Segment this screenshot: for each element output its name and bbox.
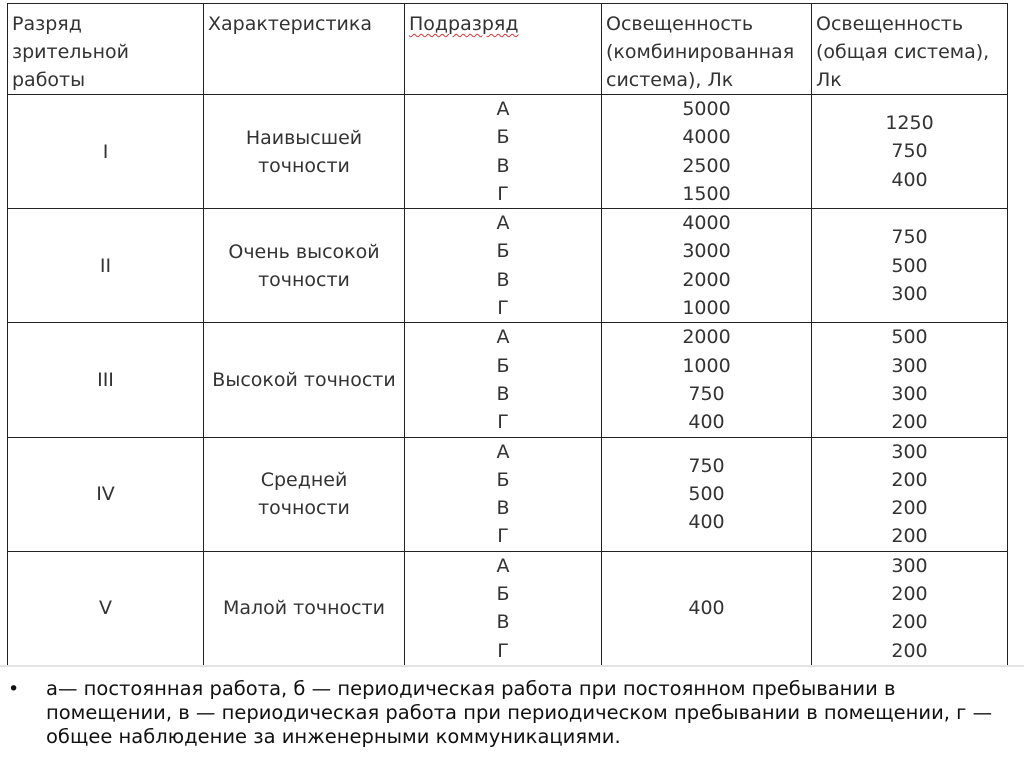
illuminance-value: 1250	[885, 112, 934, 135]
cell-characteristic	[204, 95, 405, 209]
subranks-stack	[405, 323, 601, 436]
illuminance-value: 750	[891, 140, 928, 163]
general-stack	[812, 438, 1007, 551]
cell-general	[812, 95, 1008, 209]
illuminance-value: 300	[891, 554, 928, 577]
illuminance-value: 2000	[682, 268, 731, 291]
subrank-value: Г	[497, 297, 509, 320]
subrank-value: А	[496, 212, 510, 235]
subranks-stack	[405, 552, 601, 665]
illuminance-value: 4000	[682, 212, 731, 235]
header-general-label: Освещенность (общая система), Лк	[816, 13, 990, 91]
header-characteristic: Характеристика	[204, 4, 405, 95]
subrank-value: Б	[496, 468, 510, 491]
table-header-row	[8, 4, 1008, 95]
illuminance-value: 200	[891, 611, 928, 634]
table-row	[8, 95, 1008, 209]
subrank-value: Б	[496, 240, 510, 263]
cell-rank: II	[8, 209, 204, 323]
cell-rank: III	[8, 323, 204, 437]
illuminance-value: 2000	[682, 326, 731, 349]
illuminance-value: 750	[891, 226, 928, 249]
illuminance-value: 200	[891, 525, 928, 548]
cell-subranks	[405, 323, 602, 437]
subrank-value: Г	[497, 182, 509, 205]
characteristic-text: Малой точности	[222, 597, 386, 620]
cell-general	[812, 437, 1008, 551]
characteristic-text: Средней точности	[258, 469, 350, 520]
cell-characteristic	[204, 437, 405, 551]
illumination-table	[7, 3, 1008, 666]
illuminance-value: 400	[891, 168, 928, 191]
header-subrank-label: Подразряд	[409, 13, 519, 35]
footnote-text: а— постоянная работа, б — периодическая работа при постоянном пребывании в помещении, в — периодическая работа при периодическом пребывании в помещении, г — общее наблюдение за инженерными коммуникациями.	[46, 677, 993, 748]
subrank-value: В	[496, 154, 510, 177]
subrank-value: Г	[497, 411, 509, 434]
illuminance-value: 750	[688, 454, 725, 477]
general-stack	[812, 223, 1007, 308]
subranks-stack	[405, 95, 601, 208]
subrank-value: Г	[497, 525, 509, 548]
subrank-value: В	[496, 611, 510, 634]
header-combined-illuminance: Освещенность (комбинированная система), Лк	[602, 4, 812, 95]
cell-combined	[602, 95, 812, 209]
table-row	[8, 209, 1008, 323]
illuminance-value: 200	[891, 497, 928, 520]
cell-rank: IV	[8, 437, 204, 551]
illuminance-value: 300	[891, 354, 928, 377]
combined-stack	[602, 594, 811, 622]
general-stack	[812, 109, 1007, 194]
subrank-value: А	[496, 326, 510, 349]
cell-general	[812, 323, 1008, 437]
header-general-illuminance	[812, 4, 1008, 95]
cell-rank: V	[8, 551, 204, 665]
subrank-value: В	[496, 268, 510, 291]
table-row	[8, 551, 1008, 665]
cell-characteristic	[204, 209, 405, 323]
cell-subranks	[405, 95, 602, 209]
cell-general	[812, 209, 1008, 323]
characteristic-text: Высокой точности	[212, 368, 396, 391]
subranks-stack	[405, 209, 601, 322]
illuminance-value: 300	[891, 382, 928, 405]
subrank-value: Б	[496, 126, 510, 149]
combined-stack	[602, 323, 811, 436]
general-stack	[812, 552, 1007, 665]
cell-subranks	[405, 437, 602, 551]
subranks-stack	[405, 438, 601, 551]
combined-stack	[602, 95, 811, 208]
characteristic-text: Наивысшей точности	[245, 126, 363, 177]
illuminance-value: 400	[688, 511, 725, 534]
cell-general	[812, 551, 1008, 665]
cell-subranks	[405, 551, 602, 665]
subrank-value: Б	[496, 583, 510, 606]
illuminance-value: 400	[688, 597, 725, 620]
illuminance-value: 4000	[682, 126, 731, 149]
cell-combined	[602, 323, 812, 437]
combined-stack	[602, 209, 811, 322]
illuminance-value: 3000	[682, 240, 731, 263]
subrank-value: Г	[497, 639, 509, 662]
general-stack	[812, 323, 1007, 436]
illuminance-value: 200	[891, 583, 928, 606]
header-rank: Разряд зрительной работы	[8, 4, 204, 95]
illuminance-value: 750	[688, 382, 725, 405]
illuminance-value: 300	[891, 282, 928, 305]
cell-characteristic	[204, 551, 405, 665]
cell-combined	[602, 209, 812, 323]
illuminance-value: 1000	[682, 354, 731, 377]
subrank-value: А	[496, 554, 510, 577]
cell-subranks	[405, 209, 602, 323]
table-row	[8, 323, 1008, 437]
illuminance-value: 200	[891, 411, 928, 434]
subrank-value: В	[496, 497, 510, 520]
combined-stack	[602, 452, 811, 537]
separator-line	[0, 665, 1024, 667]
illuminance-value: 1500	[682, 182, 731, 205]
illuminance-value: 200	[891, 639, 928, 662]
illuminance-value: 1000	[682, 297, 731, 320]
illuminance-value: 500	[891, 326, 928, 349]
cell-combined	[602, 437, 812, 551]
illuminance-value: 200	[891, 468, 928, 491]
header-subrank	[405, 4, 602, 95]
cell-characteristic	[204, 323, 405, 437]
characteristic-text: Очень высокой точности	[228, 240, 380, 291]
subrank-value: Б	[496, 354, 510, 377]
cell-rank: I	[8, 95, 204, 209]
subrank-value: А	[496, 440, 510, 463]
illuminance-value: 5000	[682, 98, 731, 120]
illuminance-value: 500	[891, 254, 928, 277]
cell-combined	[602, 551, 812, 665]
bullet-icon: •	[8, 678, 20, 700]
table-body	[8, 95, 1008, 666]
illuminance-value: 500	[688, 483, 725, 505]
illuminance-value: 2500	[682, 154, 731, 177]
subrank-value: В	[496, 382, 510, 405]
subrank-value: А	[496, 98, 510, 120]
illuminance-value: 400	[688, 411, 725, 434]
illuminance-value: 300	[891, 440, 928, 463]
table-row	[8, 437, 1008, 551]
